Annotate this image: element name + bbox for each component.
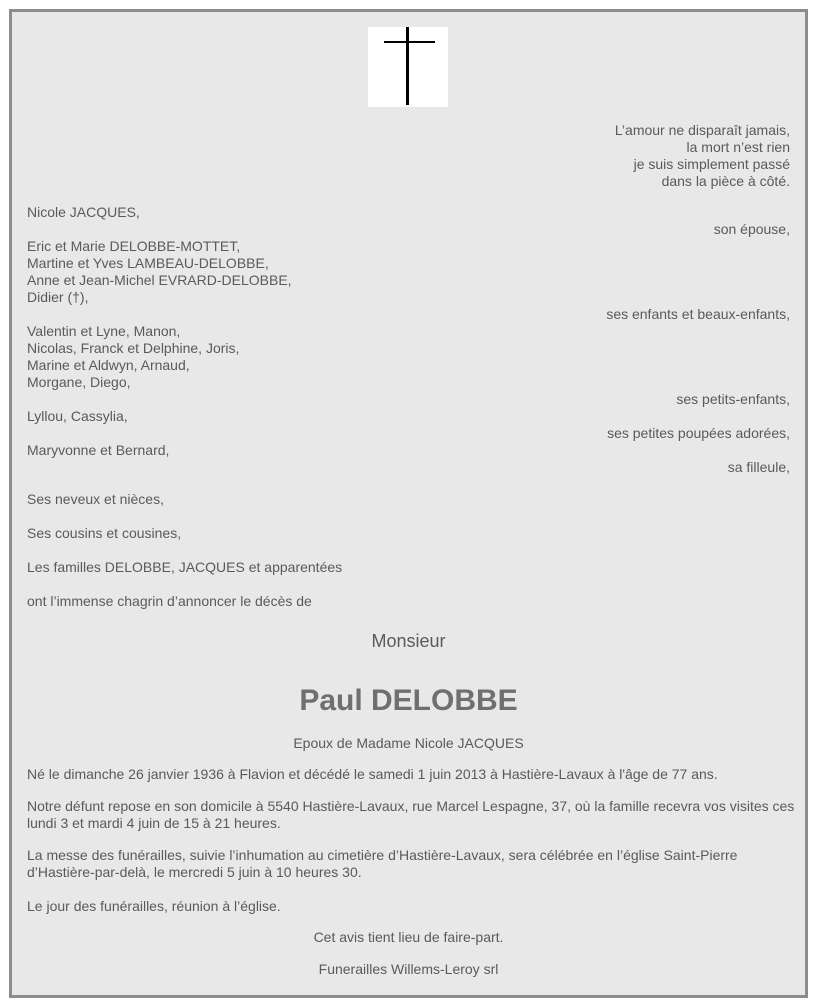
child-entry: Martine et Yves LAMBEAU-DELOBBE, <box>27 255 269 271</box>
cross-horizontal-bar <box>384 41 435 43</box>
obituary-card <box>9 9 808 998</box>
announce-line: ont l’immense chagrin d’annoncer le décès de <box>27 593 312 609</box>
grandchildren-role: ses petits-enfants, <box>676 391 790 407</box>
child-entry: Didier (†), <box>27 289 89 305</box>
goddaughter-names: Maryvonne et Bernard, <box>27 442 170 458</box>
grandchild-entry: Marine et Aldwyn, Arnaud, <box>27 357 190 373</box>
grandchild-entry: Morgane, Diego, <box>27 374 131 390</box>
quote-line: je suis simplement passé <box>633 156 790 172</box>
goddaughter-role: sa filleule, <box>727 459 790 475</box>
dolls-role: ses petites poupées adorées, <box>607 425 790 441</box>
latin-cross-icon <box>368 27 448 107</box>
spouse-line: Epoux de Madame Nicole JACQUES <box>293 735 524 751</box>
cross-vertical-bar <box>406 27 409 105</box>
birth-death-paragraph: Né le dimanche 26 janvier 1936 à Flavion et décédé le samedi 1 juin 2013 à Hastière-Lavaux à l'âge de 77 ans. <box>27 766 718 782</box>
funeral-paragraph: La messe des funérailles, suivie l’inhumation au cimetière d’Hastière-Lavaux, sera célébrée en l’église Saint-Pierre d’Hastière-par-delà, le mercredi 5 juin à 10 heures 30. <box>27 847 738 880</box>
children-role: ses enfants et beaux-enfants, <box>606 306 790 322</box>
quote-line: dans la pièce à côté. <box>661 173 790 189</box>
child-entry: Anne et Jean-Michel EVRARD-DELOBBE, <box>27 272 292 288</box>
grandchild-entry: Nicolas, Franck et Delphine, Joris, <box>27 340 240 356</box>
quote-line: L’amour ne disparaît jamais, <box>614 122 790 138</box>
nephews-line: Ses neveux et nièces, <box>27 491 164 507</box>
notice-line: Cet avis tient lieu de faire-part. <box>313 929 504 945</box>
meeting-paragraph: Le jour des funérailles, réunion à l’église. <box>27 898 281 914</box>
child-entry: Eric et Marie DELOBBE-MOTTET, <box>27 238 241 254</box>
deceased-title: Monsieur <box>371 631 446 651</box>
dolls-names: Lyllou, Cassylia, <box>27 408 128 424</box>
grandchild-entry: Valentin et Lyne, Manon, <box>27 323 181 339</box>
spouse-role: son épouse, <box>713 221 790 237</box>
spouse-name: Nicole JACQUES, <box>27 204 140 220</box>
undertaker-line: Funerailles Willems-Leroy srl <box>318 961 499 977</box>
quote-block <box>615 122 790 190</box>
rest-paragraph: Notre défunt repose en son domicile à 5540 Hastière-Lavaux, rue Marcel Lespagne, 37, où la famille recevra vos visites ces lundi 3 et mardi 4 juin de 15 à 21 heures. <box>27 798 795 831</box>
deceased-name: Paul DELOBBE <box>299 684 518 717</box>
quote-line: la mort n’est rien <box>686 139 790 155</box>
families-line: Les familles DELOBBE, JACQUES et apparentées <box>27 559 343 575</box>
cousins-line: Ses cousins et cousines, <box>27 525 182 541</box>
